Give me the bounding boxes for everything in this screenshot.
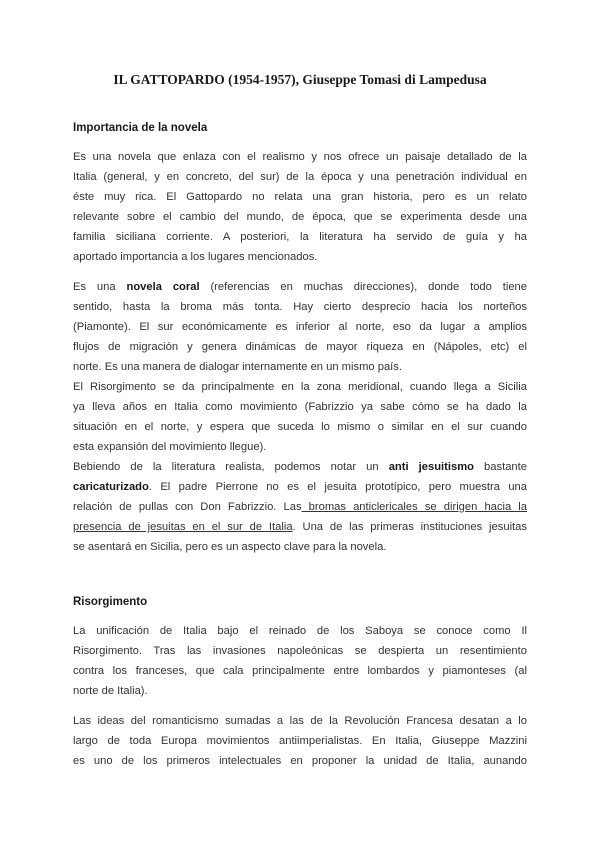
section-heading-importancia: Importancia de la novela (73, 122, 208, 134)
paragraph-line (73, 457, 527, 477)
paragraph-line (73, 517, 527, 537)
paragraph-line: éste muy rica. El Gattopardo no relata una gran historia, pero es un relato (73, 191, 527, 203)
text-run: Es una (73, 281, 127, 293)
paragraph-line: Risorgimento. Tras las invasiones napoleónicas se despierta un resentimiento (73, 645, 527, 657)
paragraph-line: se asentará en Sicilia, pero es un aspecto clave para la novela. (73, 541, 387, 553)
paragraph-line: Las ideas del romanticismo sumadas a las de la Revolución Francesa desatan a lo (73, 715, 527, 727)
paragraph-line (73, 477, 527, 497)
text-run: . El padre Pierrone no es el jesuita prototípico, pero muestra una (148, 481, 527, 493)
bold-term: anti jesuitismo (388, 461, 474, 473)
paragraph-line: largo de toda Europa movimientos antiimperialistas. En Italia, Giuseppe Mazzini (73, 735, 527, 747)
paragraph-line: La unificación de Italia bajo el reinado de los Saboya se conoce como Il (73, 625, 527, 637)
paragraph-line: relevante sobre el cambio del mundo, de época, que se experimenta desde una (73, 211, 527, 223)
paragraph-line: flujos de migración y genera dinámicas de mayor riqueza en (Nápoles, etc) el (73, 341, 527, 353)
document-title: IL GATTOPARDO (1954-1957), Giuseppe Tomasi di Lampedusa (113, 72, 487, 87)
paragraph-line (73, 497, 527, 517)
paragraph-line: Es una novela que enlaza con el realismo y nos ofrece un paisaje detallado de la (73, 151, 527, 163)
paragraph-line: aportado importancia a los lugares mencionados. (73, 251, 318, 263)
paragraph-line: es uno de los primeros intelectuales en proponer la unidad de Italia, aunando (73, 755, 527, 767)
text-run: relación de pullas con Don Fabrizzio. Las (73, 501, 302, 513)
paragraph-line: esta expansión del movimiento llegue). (73, 441, 267, 453)
paragraph-line: Italia (general, y en concreto, del sur) de la época y una penetración individual en (73, 171, 527, 183)
paragraph-line: El Risorgimento se da principalmente en la zona meridional, cuando llega a Sicilia (73, 381, 527, 393)
paragraph-line: ya lleva años en Italia como movimiento (Fabrizzio ya sabe cómo se ha dado la (73, 401, 527, 413)
text-run: Bebiendo de la literatura realista, podemos notar un (73, 461, 389, 473)
section-heading-risorgimento: Risorgimento (73, 596, 148, 608)
paragraph-line: contra los franceses, que cala principalmente entre lombardos y piamonteses (al (73, 665, 527, 677)
text-run: bastante (473, 461, 527, 473)
underlined-text: presencia de jesuitas en el sur de Italia (73, 521, 293, 533)
bold-term: caricaturizado (73, 481, 149, 493)
text-run: (referencias en muchas direcciones), donde todo tiene (199, 281, 527, 293)
paragraph-line: situación en el norte, y espera que suceda lo mismo o similar en el sur cuando (73, 421, 527, 433)
paragraph-line: norte de Italia). (73, 685, 148, 697)
text-run: . Una de las primeras instituciones jesuitas (292, 521, 527, 533)
paragraph-line: norte. Es una manera de dialogar internamente en un mismo país. (73, 361, 402, 373)
underlined-text: bromas anticlericales se dirigen hacia la (301, 501, 527, 513)
paragraph-line (73, 277, 527, 297)
paragraph-line: sentido, hasta la broma más tonta. Hay cierto desprecio hacia los norteños (73, 301, 527, 313)
paragraph-line: (Piamonte). El sur económicamente es inferior al norte, eso da lugar a amplios (73, 321, 527, 333)
paragraph-line: familia siciliana corriente. A posteriori, la literatura ha servido de guía y ha (73, 231, 527, 243)
bold-term: novela coral (126, 281, 200, 293)
